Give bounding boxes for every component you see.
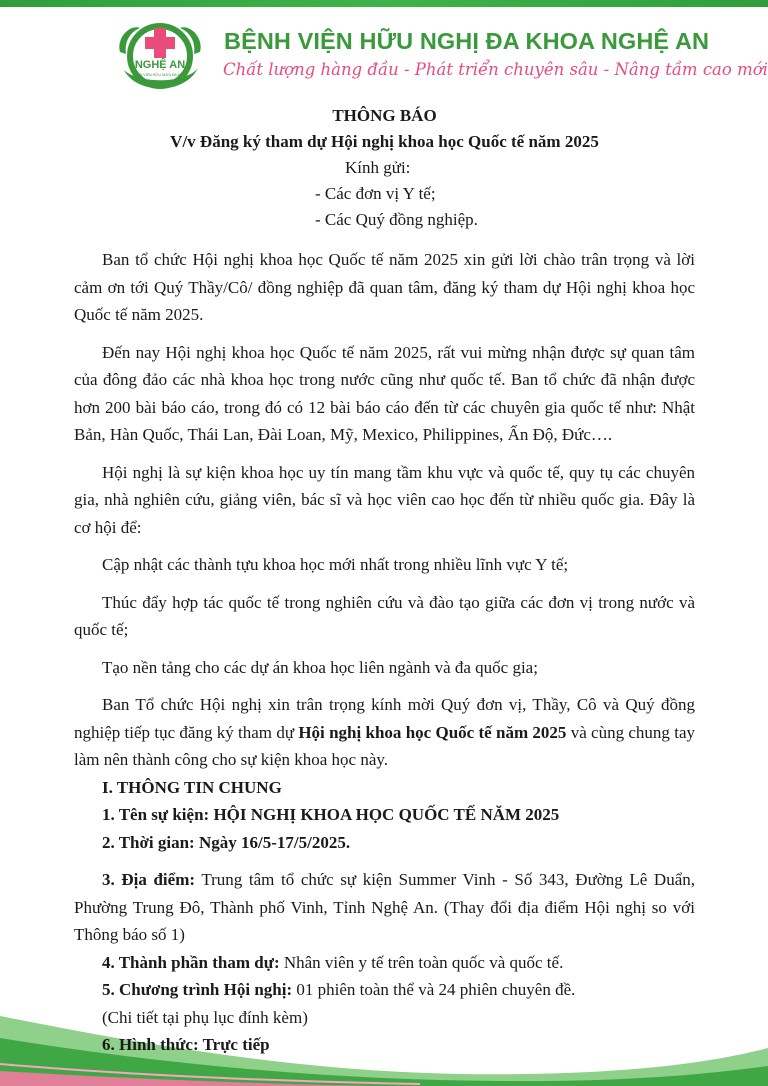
hospital-name: BỆNH VIỆN HỮU NGHỊ ĐA KHOA NGHỆ AN [224,28,710,54]
paragraph-progress: Đến nay Hội nghị khoa học Quốc tế năm 2025, rất vui mừng nhận được sự quan tâm của đông đảo các nhà khoa học trong nước cũng như quốc tế. Ban tổ chức đã nhận được hơn 200 bài báo cáo, trong đó có 12 bài báo cáo đến từ các chuyên gia quốc tế như: Nhật Bản, Hàn Quốc, Thái Lan, Đài Loan, Mỹ, Mexico, Philippines, Ấn Độ, Đức…. [74,342,695,444]
notice-title: THÔNG BÁO [332,106,437,125]
notice-subject: V/v Đăng ký tham dự Hội nghị khoa học Quốc tế năm 2025 [170,132,599,151]
info-format: 6. Hình thức: Trực tiếp [102,1035,270,1054]
svg-text:NGHỆ AN: NGHỆ AN [134,59,186,71]
section-heading: I. THÔNG TIN CHUNG [102,777,282,797]
paragraph-invitation: Ban Tổ chức Hội nghị xin trân trọng kính mời Quý đơn vị, Thầy, Cô và Quý đồng nghiệp tiếp tục đăng ký tham dự Hội nghị khoa học Quốc tế năm 2025 và cùng chung tay làm nên thành công cho sự kiện khoa học này. [74,695,695,769]
hospital-logo-icon [116,18,208,98]
recipients-block [315,155,695,233]
top-accent-bar [0,0,768,7]
info-time: 2. Thời gian: Ngày 16/5-17/5/2025. [102,832,351,852]
letterhead [116,18,768,98]
bullet-international-cooperation: Thúc đẩy hợp tác quốc tế trong nghiên cứu và đào tạo giữa các đơn vị trong nước và quốc tế; [74,592,695,639]
notice-body [74,103,695,1059]
bullet-interdisciplinary-platform: Tạo nền tảng cho các dự án khoa học liên ngành và đa quốc gia; [102,657,538,677]
info-participants: 4. Thành phần tham dự: Nhân viên y tế trên toàn quốc và quốc tế. [102,952,564,972]
info-event-name: 1. Tên sự kiện: HỘI NGHỊ KHOA HỌC QUỐC TẾ NĂM 2025 [102,805,560,824]
paragraph-opportunity: Hội nghị là sự kiện khoa học uy tín mang tầm khu vực và quốc tế, quy tụ các chuyên gia, nhà nghiên cứu, giảng viên, bác sĩ và học viên cao học đến từ nhiều quốc gia. Đây là cơ hội để: [74,462,695,537]
hospital-slogan: Chất lượng hàng đầu - Phát triển chuyên sâu - Nâng tầm cao mới [223,60,768,79]
recipient-item: - Các đơn vị Y tế; [315,184,436,203]
paragraph-thanks: Ban tổ chức Hội nghị khoa học Quốc tế năm 2025 xin gửi lời chào trân trọng và lời cảm ơn tới Quý Thầy/Cô/ đồng nghiệp đã quan tâm, đăng ký tham dự Hội nghị khoa học Quốc tế năm 2025. [74,250,695,324]
info-program-note: (Chi tiết tại phụ lục đính kèm) [102,1007,308,1027]
info-program: 5. Chương trình Hội nghị: 01 phiên toàn thể và 24 phiên chuyên đề. [102,980,576,999]
bullet-update-achievements: Cập nhật các thành tựu khoa học mới nhất trong nhiều lĩnh vực Y tế; [102,555,569,574]
greeting: Kính gửi: [345,158,411,177]
info-venue: 3. Địa điểm: Trung tâm tổ chức sự kiện Summer Vinh - Số 343, Đường Lê Duẩn, Phường Trung Đô, Thành phố Vinh, Tỉnh Nghệ An. (Thay đổi địa điểm Hội nghị so với Thông báo số 1) [74,870,696,944]
svg-text:BỆNH VIỆN HỮU NGHỊ ĐA KHOA: BỆNH VIỆN HỮU NGHỊ ĐA KHOA [132,73,188,77]
recipient-item: - Các Quý đồng nghiệp. [315,210,478,229]
